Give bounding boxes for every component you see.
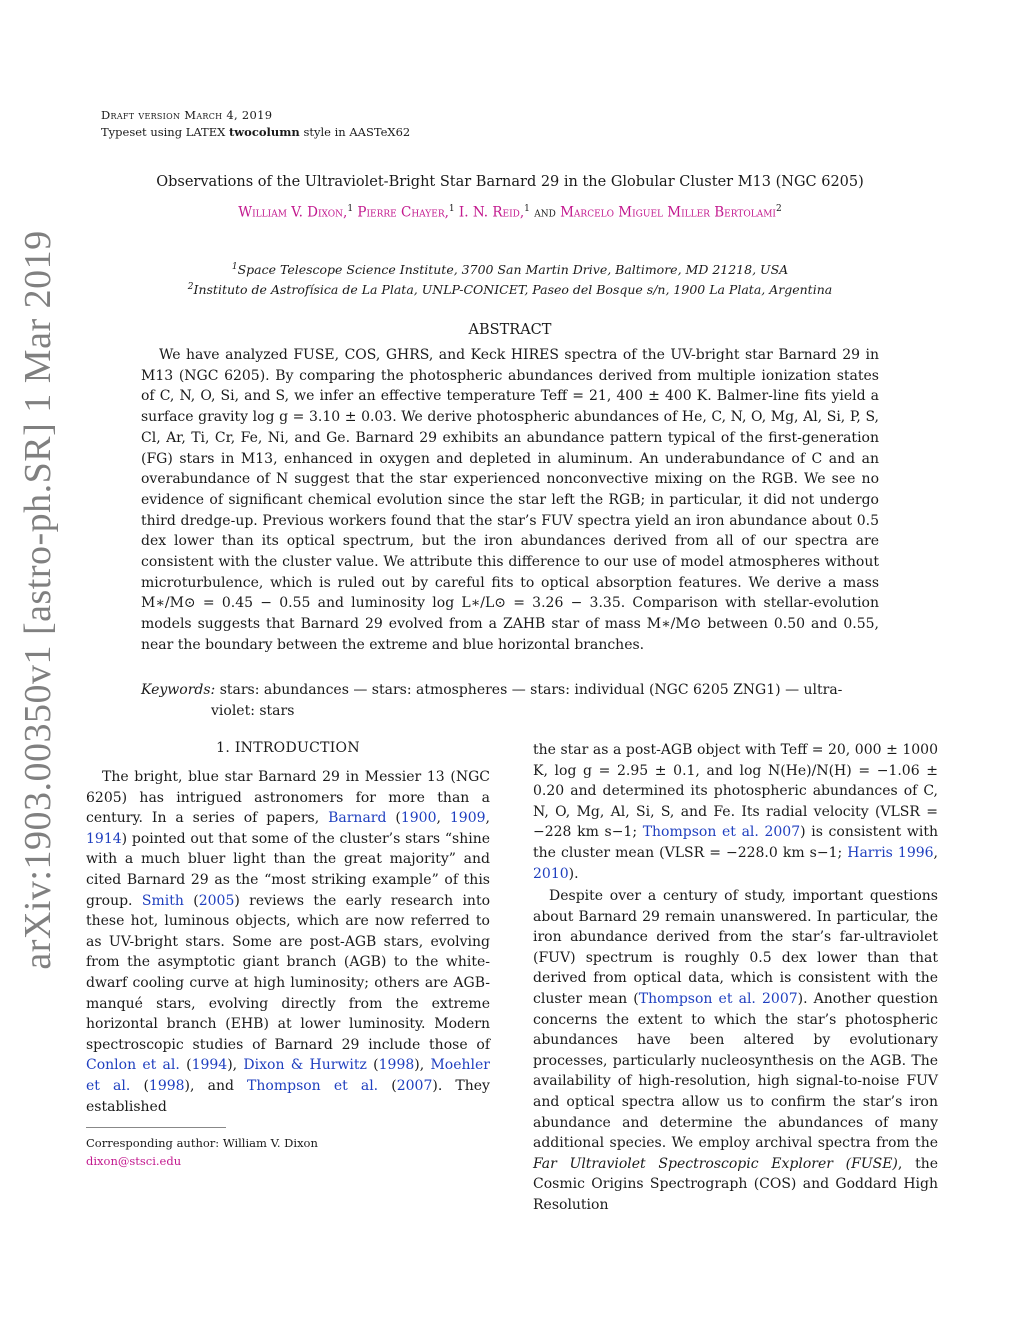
affiliation-text: Instituto de Astrofísica de La Plata, UNLP-CONICET, Paseo del Bosque s/n, 1900 La Plata, Argentina bbox=[193, 282, 833, 298]
arxiv-stamp bbox=[14, 200, 62, 1000]
citation-link[interactable]: Barnard bbox=[328, 810, 387, 827]
intro-text: Despite over a century of study, important questions about Barnard 29 remain unanswered. In particular, the iron abundance derived from the star’s far-ultraviolet (FUV) spectrum is roughly 0.5 dex lower than that derived from optical data, which is consistent with the cluster mean ( bbox=[533, 888, 938, 1007]
author-and: and bbox=[534, 204, 556, 221]
citation-link[interactable]: 2007 bbox=[396, 1077, 433, 1094]
affiliation bbox=[120, 262, 900, 277]
keywords-line2: violet: stars bbox=[211, 702, 295, 719]
intro-italic: Far Ultraviolet Spectroscopic Explorer (FUSE) bbox=[533, 1155, 898, 1172]
intro-right-paragraph-1: the star as a post-AGB object with Teff = 20, 000 ± 1000 K, log g = 2.95 ± 0.1, and log N(He)/N(H) = −1.06 ± 0.20 and determined its photospheric abundances of C, N, O, Mg, Al, Si, S, and Fe. Its radial velocity (VLSR = −228 km s−1; Thompson et al. 2007) is consistent with the cluster mean (VLSR = −228.0 km s−1; Harris 1996, 2010). bbox=[533, 742, 938, 882]
citation-link[interactable]: 1900 bbox=[400, 810, 437, 827]
affiliation-sup: 1 bbox=[231, 262, 238, 272]
citation-link[interactable]: Conlon et al. bbox=[86, 1057, 180, 1074]
citation-link[interactable]: 2005 bbox=[198, 892, 235, 909]
citation-link[interactable]: 1914 bbox=[86, 830, 122, 847]
abstract-heading: ABSTRACT bbox=[468, 322, 552, 338]
intro-text: ) reviews the early research into these hot, luminous objects, which are now referred to as UV-bright stars. Some are post-AGB stars, evolving from the asymptotic giant branch (AGB) to the white-dwarf cooling curve at high luminosity; others are AGB-manqué stars, evolving directly from the extreme horizontal branch (EHB) at lower luminosity. Modern spectroscopic studies of Barnard 29 include those of bbox=[86, 892, 490, 1053]
keywords-label: Keywords: bbox=[141, 682, 216, 698]
citation-link[interactable]: 1994 bbox=[191, 1057, 228, 1074]
citation-link[interactable]: 1998 bbox=[148, 1077, 185, 1094]
abstract-body: We have analyzed FUSE, COS, GHRS, and Keck HIRES spectra of the UV-bright star Barnard 29 in M13 (NGC 6205). By comparing the photospheric abundances derived from multiple ionization states of C, N, O, Si, and S, we infer an effective temperature Teff = 21, 400 ± 400 K. Balmer-line fits yield a surface gravity log g = 3.10 ± 0.03. We derive photospheric abundances of He, C, N, O, Mg, Al, Si, P, S, Cl, Ar, Ti, Cr, Fe, Ni, and Ge. Barnard 29 exhibits an abundance pattern typical of the first-generation (FG) stars in M13, enhanced in oxygen and depleted in aluminum. An underabundance of C and an overabundance of N suggest that the star experienced nonconvective mixing on the RGB. We see no evidence of significant chemical evolution since the star left the RGB; in particular, it did not undergo third dredge-up. Previous workers found that the star’s FUV spectra yield an iron abundance about 0.5 dex lower than its optical spectrum, but the iron abundances derived from all of our spectra are consistent with the cluster value. We attribute this difference to our use of model atmospheres without microturbulence, which is ruled out by careful fits to optical absorption features. We derive a mass M∗/M⊙ = 0.45 − 0.55 and luminosity log L∗/L⊙ = 3.26 − 3.35. Comparison with stellar-evolution models suggests that Barnard 29 evolved from a ZAHB star of mass M∗/M⊙ between 0.50 and 0.55, near the boundary between the extreme and blue horizontal branches. bbox=[141, 347, 879, 653]
keywords-line1: stars: abundances — stars: atmospheres — stars: individual (NGC 6205 ZNG1) — ultra- bbox=[219, 682, 843, 698]
section-heading: 1. INTRODUCTION bbox=[216, 740, 360, 756]
author-sup: 1 bbox=[448, 204, 455, 214]
intro-text: , the Cosmic Origins Spectrograph (COS) and Goddard High Resolution bbox=[533, 1155, 939, 1213]
intro-right-paragraph-2 bbox=[533, 886, 938, 1216]
citation-link[interactable]: 2010 bbox=[533, 865, 569, 882]
citation-link[interactable]: 1909 bbox=[449, 810, 486, 827]
affiliation bbox=[120, 282, 900, 297]
author-name[interactable]: William V. Dixon, bbox=[238, 204, 348, 221]
citation-link[interactable]: 1998 bbox=[378, 1057, 415, 1074]
intro-text: the star as a post-AGB object with Teff = 20, 000 ± 1000 K, log g = 2.95 ± 0.1, and log N(He)/N(H) = −1.06 ± 0.20 and determined its photospheric abundances of C, N, O, Mg, Al, Si, S, and Fe. Its radial velocity (VLSR = −228 km s−1; bbox=[533, 742, 938, 841]
intro-text: ) is consistent with the cluster mean (VLSR = −228.0 km s−1; bbox=[533, 824, 938, 861]
citation-link[interactable]: Harris 1996 bbox=[847, 844, 934, 861]
corresponding-author: Corresponding author: William V. Dixon bbox=[86, 1136, 318, 1150]
author-sup: 2 bbox=[776, 204, 782, 214]
intro-text: ). bbox=[568, 865, 579, 882]
citation-link[interactable]: Thompson et al. bbox=[247, 1077, 379, 1094]
intro-text: , and bbox=[190, 1077, 248, 1094]
author-list bbox=[120, 204, 900, 221]
paper-title: Observations of the Ultraviolet-Bright Star Barnard 29 in the Globular Cluster M13 (NGC 6205) bbox=[156, 174, 864, 190]
author-sup: 1 bbox=[347, 204, 354, 214]
typeset-bold: twocolumn bbox=[228, 125, 300, 139]
intro-left-column: The bright, blue star Barnard 29 in Messier 13 (NGC 6205) has intrigued astronomers for more than a century. In a series of papers, Barnard (1900, 1909, 1914) pointed out that some of the cluster’s stars “shine with a much bluer light than the great majority” and cited Barnard 29 as the “most striking example” of this group. Smith (2005) reviews the early research into these hot, luminous objects, which are now referred to as UV-bright stars. Some are post-AGB stars, evolving from the asymptotic giant branch (AGB) to the white-dwarf cooling curve at high luminosity; others are AGB-manqué stars, evolving directly from the extreme horizontal branch (EHB) at lower luminosity. Modern spectroscopic studies of Barnard 29 include those of Conlon et al. (1994), Dixon & Hurwitz (1998), Moehler et al. (1998), and Thompson et al. (2007). They established bbox=[86, 769, 490, 1115]
author-sup: 1 bbox=[524, 204, 530, 214]
affiliation-sup: 2 bbox=[187, 282, 194, 292]
intro-text: ( bbox=[386, 810, 401, 827]
citation-link[interactable]: Thompson et al. 2007 bbox=[638, 990, 798, 1007]
draft-version: Draft version March 4, 2019 bbox=[101, 108, 273, 122]
citation-link[interactable]: Moehler et al. bbox=[86, 1057, 490, 1094]
citation-link[interactable]: Smith bbox=[141, 892, 184, 909]
typeset-line bbox=[101, 125, 410, 139]
author-name[interactable]: Marcelo Miguel Miller Bertolami bbox=[560, 204, 776, 221]
citation-link[interactable]: Dixon & Hurwitz bbox=[243, 1057, 367, 1074]
keywords bbox=[141, 680, 879, 721]
author-email-link[interactable]: dixon@stsci.edu bbox=[86, 1154, 182, 1168]
author-name[interactable]: I. N. Reid, bbox=[458, 204, 525, 221]
affiliation-text: Space Telescope Science Institute, 3700 San Martin Drive, Baltimore, MD 21218, USA bbox=[237, 262, 789, 278]
footnote-divider bbox=[86, 1127, 226, 1128]
intro-text: ). They established bbox=[86, 1077, 490, 1115]
author-name[interactable]: Pierre Chayer, bbox=[357, 204, 449, 221]
intro-text: The bright, blue star Barnard 29 in Messier 13 (NGC 6205) has intrigued astronomers for more than a century. In a series of papers, bbox=[86, 769, 490, 827]
intro-text: ). Another question concerns the extent to which the star’s photospheric abundances have been altered by evolutionary processes, particularly nucleosynthesis on the AGB. The availability of high-resolution, high signal-to-noise FUV and optical spectra allow us to confirm the star’s iron abundance and determine the abundances of many additional species. We employ archival spectra from the bbox=[533, 990, 938, 1152]
intro-text: ) pointed out that some of the cluster’s stars “shine with a much bluer light than the great majority” and cited Barnard 29 as the “most striking example” of this group. bbox=[86, 830, 490, 909]
typeset-prefix: Typeset using LATEX bbox=[101, 125, 226, 139]
arxiv-id: arXiv:1903.00350v1 [astro-ph.SR] 1 Mar 2019 bbox=[17, 230, 59, 970]
citation-link[interactable]: Thompson et al. 2007 bbox=[642, 824, 801, 841]
typeset-suffix: style in AASTeX62 bbox=[303, 125, 411, 139]
